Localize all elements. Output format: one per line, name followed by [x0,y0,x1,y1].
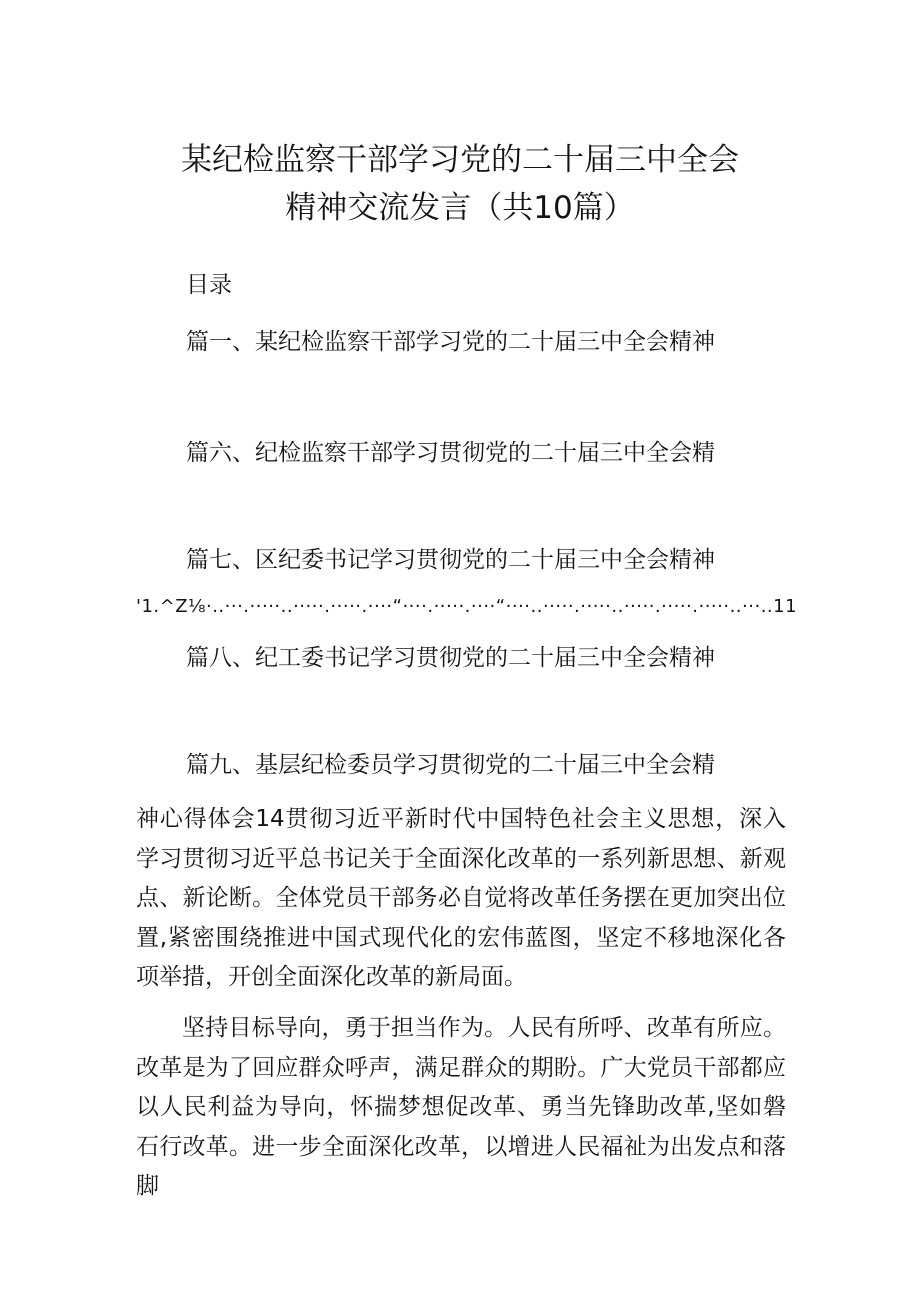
body-paragraph: 坚持目标导向，勇于担当作为。人民有所呼、改革有所应。改革是为了回应群众呼声，满足群众的期盼。广大党员干部都应以人民利益为导向，怀揣梦想促改革、勇当先锋助改革,坚如磐石行改革。进一步全面深化改革，以增进人民福祉为出发点和落脚 [136,1015,786,1200]
document-title-line-1: 某纪检监察干部学习党的二十届三中全会 [181,142,739,178]
body-paragraph: 神心得体会14贯彻习近平新时代中国特色社会主义思想，深入学习贯彻习近平总书记关于全面深化改革的一系列新思想、新观点、新论断。全体党员干部务必自觉将改革任务摆在更加突出位置,紧密围绕推进中国式现代化的宏伟蓝图，坚定不移地深化各项举措，开创全面深化改革的新局面。 [136,806,786,991]
toc-item[interactable]: 篇六、纪检监察干部学习贯彻党的二十届三中全会精 [186,440,715,466]
toc-item[interactable]: 篇八、纪工委书记学习贯彻党的二十届三中全会精神 [186,645,715,671]
toc-item[interactable]: 篇七、区纪委书记学习贯彻党的二十届三中全会精神 [186,547,715,573]
toc-item[interactable]: 篇一、某纪检监察干部学习党的二十届三中全会精神 [186,329,715,355]
document-title-line-2: 精神交流发言（共10篇） [285,190,635,226]
toc-leader-page-number: '1.^Z⅛·..···.·····..·····.·····.····“····.·····.····“····..·····.·····..·····.·····.·····..···..11 [136,596,798,617]
toc-item[interactable]: 篇九、基层纪检委员学习贯彻党的二十届三中全会精 [186,752,715,778]
toc-heading: 目录 [186,272,232,298]
